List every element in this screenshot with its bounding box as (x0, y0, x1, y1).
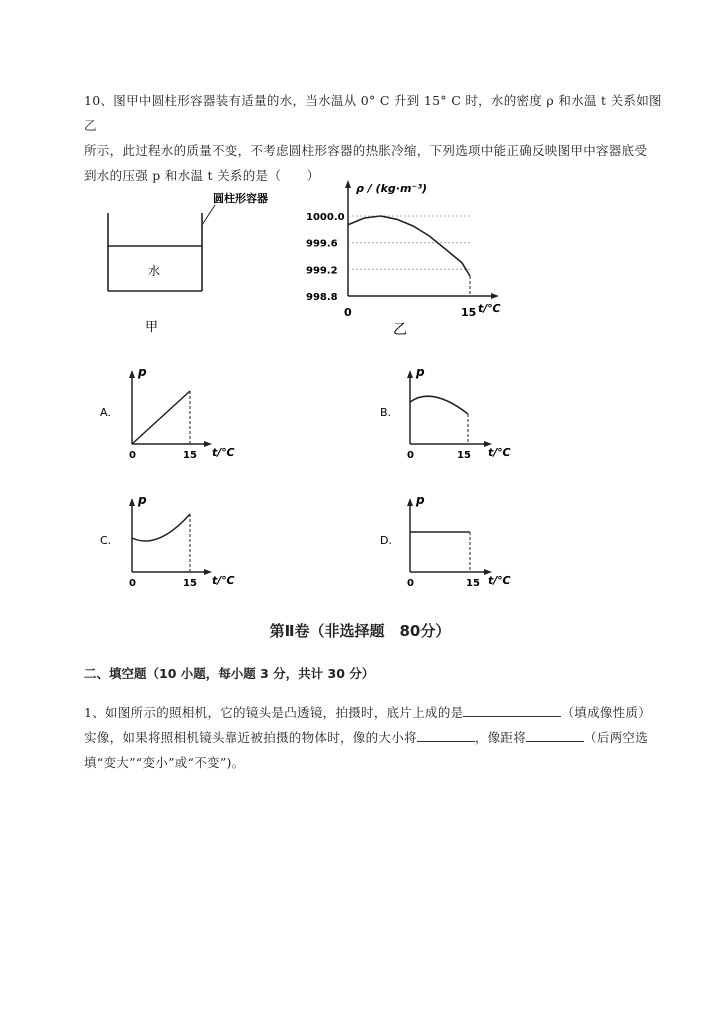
yi-ytick-label: 999.6 (306, 238, 338, 250)
option-a-label: A. (100, 406, 111, 419)
option-c-label: C. (100, 534, 112, 547)
yi-ytick-label: 998.8 (306, 292, 338, 303)
yi-ytick-label: 999.2 (306, 265, 338, 277)
q1-text-3: 实像，如果将照相机镜头靠近被拍摄的物体时，像的大小将 (84, 730, 417, 745)
option-d-y-arrow (407, 498, 413, 506)
option-b-x0: 0 (407, 450, 414, 461)
q10-line-2: 所示，此过程水的质量不变，不考虑圆柱形容器的热胀冷缩，下列选项中能正确反映图甲中容器底受 (84, 143, 648, 158)
yi-xtick-0: 0 (344, 306, 352, 319)
option-c-ylabel: p (138, 493, 147, 507)
section-title: 第Ⅱ卷（非选择题 80分） (269, 622, 451, 640)
option-a-xlabel: t/℃ (212, 446, 235, 459)
q1-text-5: （后两空选 (584, 730, 649, 745)
option-a-x-arrow (204, 441, 212, 447)
option-b-ylabel: p (416, 365, 425, 379)
yi-ytick-label: 1000.0 (306, 212, 345, 223)
option-b-x15: 15 (457, 450, 471, 461)
q1-line-1 (84, 700, 674, 725)
q1-blank-2[interactable] (417, 727, 475, 742)
option-c-graph[interactable] (100, 492, 240, 592)
figure-jia (95, 185, 325, 335)
yi-y-arrow (345, 180, 351, 188)
yi-xtick-15: 15 (461, 306, 477, 319)
option-a-ylabel: p (138, 365, 147, 379)
option-c-y-arrow (129, 498, 135, 506)
question-1 (84, 700, 674, 775)
yi-x-arrow (491, 293, 499, 299)
q10-line-1: 10、图甲中圆柱形容器装有适量的水，当水温从 0° C 升到 15° C 时，水的密度 ρ 和水温 t 关系如图乙 (84, 93, 662, 133)
option-d-xlabel: t/℃ (488, 574, 511, 587)
yi-density-curve (348, 216, 470, 276)
option-a-x15: 15 (183, 450, 197, 461)
option-c-x15: 15 (183, 578, 197, 589)
option-d-label: D. (380, 534, 392, 547)
q1-text-2: （填成像性质） (561, 705, 652, 720)
option-b-curve (410, 396, 468, 414)
option-d-x0: 0 (407, 578, 414, 589)
question-10 (84, 88, 674, 188)
option-d-x15: 15 (466, 578, 480, 589)
section-subtitle: 二、填空题（10 小题，每小题 3 分，共计 30 分） (84, 666, 375, 681)
q1-line-2 (84, 725, 674, 750)
option-c-x-arrow (204, 569, 212, 575)
q1-blank-1[interactable] (463, 702, 561, 717)
figure-yi-caption: 乙 (393, 322, 407, 338)
option-a-curve (132, 391, 190, 444)
option-b-graph[interactable] (380, 364, 520, 464)
option-c-curve (132, 514, 190, 541)
option-d-ylabel: p (416, 493, 425, 507)
container-label: 圆柱形容器 (213, 192, 268, 205)
container-leader-line (202, 205, 215, 225)
option-a-graph[interactable] (100, 364, 240, 464)
q1-blank-3[interactable] (526, 727, 584, 742)
q1-line-3: 填“变大”“变小”或“不变”)。 (84, 755, 245, 770)
yi-xlabel: t/℃ (478, 302, 501, 315)
option-c-xlabel: t/℃ (212, 574, 235, 587)
water-label: 水 (148, 264, 161, 278)
option-b-label: B. (380, 406, 392, 419)
option-c-x0: 0 (129, 578, 136, 589)
option-a-x0: 0 (129, 450, 136, 461)
option-b-y-arrow (407, 370, 413, 378)
yi-ylabel: ρ / (kg·m⁻³) (356, 182, 428, 195)
option-d-graph[interactable] (380, 492, 520, 592)
q1-text-1: 1、如图所示的照相机，它的镜头是凸透镜，拍摄时，底片上成的是 (84, 705, 464, 720)
q10-line-3: 到水的压强 p 和水温 t 关系的是（ ） (84, 168, 320, 183)
figure-yi-chart (300, 176, 520, 341)
option-b-xlabel: t/℃ (488, 446, 511, 459)
figure-jia-caption: 甲 (145, 320, 159, 335)
option-a-y-arrow (129, 370, 135, 378)
q1-text-4: ，像距将 (474, 730, 527, 745)
